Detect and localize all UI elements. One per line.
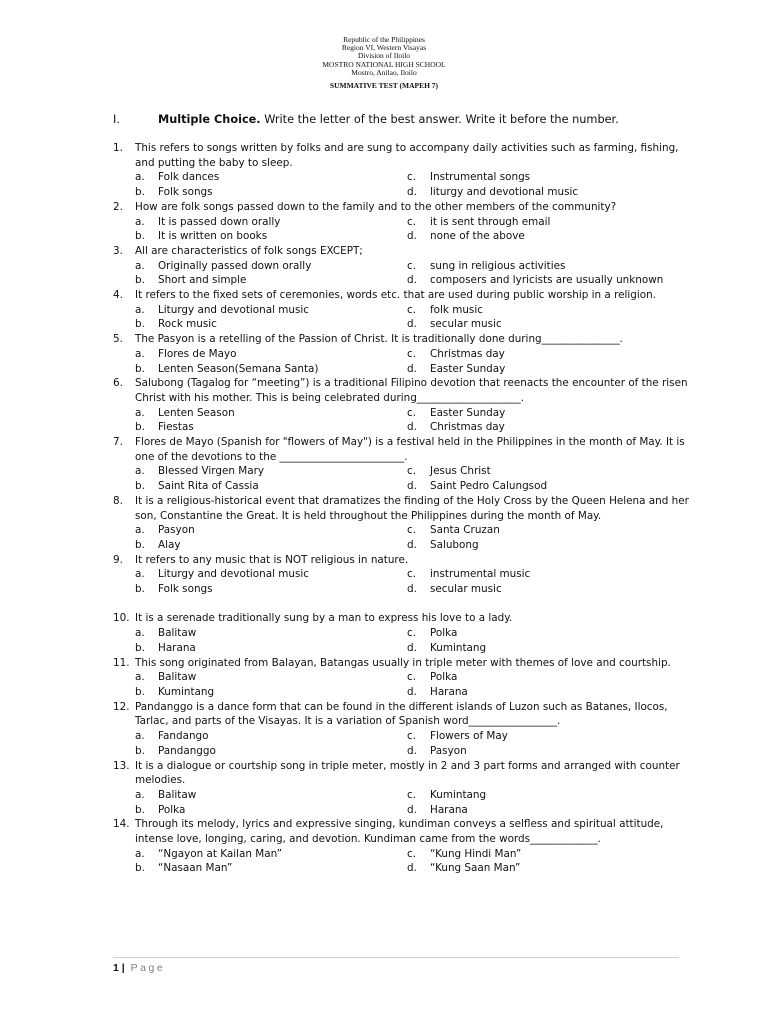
option-text: Easter Sunday [430, 406, 506, 419]
answer-option [407, 215, 693, 230]
option-letter: a. [135, 465, 145, 478]
option-letter: b. [135, 862, 145, 875]
option-text: Instrumental songs [430, 171, 531, 184]
option-letter: c. [407, 524, 417, 537]
option-text: “Kung Saan Man” [430, 862, 521, 875]
option-text: Pandanggo [158, 744, 216, 757]
question-item [113, 332, 693, 376]
option-letter: b. [135, 641, 145, 654]
answer-option [407, 523, 693, 538]
option-letter: b. [135, 744, 145, 757]
option-letter: b. [135, 686, 145, 698]
section-title: Multiple Choice. [158, 113, 261, 126]
question-item [113, 817, 693, 876]
option-letter: b. [135, 274, 145, 287]
footer-separator: | [121, 962, 125, 974]
question-text: Salubong (Tagalog for “meeting”) is a traditional Filipino devotion that reenacts the encounter of the risen Christ with his mother. This is being celebrated during____________________. [135, 377, 688, 404]
answer-option [407, 479, 693, 494]
answer-option [407, 406, 693, 421]
answer-option [407, 362, 693, 377]
option-letter: b. [135, 480, 145, 493]
option-text: secular music [430, 318, 502, 331]
option-text: Balitaw [158, 671, 197, 684]
answer-option [135, 744, 407, 759]
header-line: Republic of the Philippines [343, 35, 425, 44]
option-text: It is passed down orally [158, 215, 281, 228]
option-text: Harana [430, 803, 468, 816]
question-item [113, 611, 693, 655]
option-text: “Nasaan Man” [158, 862, 233, 875]
question-number: 6. [113, 377, 123, 390]
option-text: Folk songs [158, 583, 213, 596]
question-number: 4. [113, 289, 123, 302]
answer-option [407, 420, 693, 435]
answer-option [407, 685, 693, 700]
option-text: sung in religious activities [430, 259, 566, 272]
question-text: It refers to the fixed sets of ceremonies, words etc. that are used during public worship in a religion. [135, 289, 657, 302]
option-text: Flores de Mayo [158, 347, 237, 360]
question-number: 5. [113, 333, 123, 346]
header-line: Mostro, Anilao, Iloilo [351, 67, 417, 77]
question-text: This song originated from Balayan, Batangas usually in triple meter with themes of love and courtship. [135, 656, 671, 669]
option-text: Kumintang [158, 686, 215, 698]
question-item [113, 700, 693, 759]
option-letter: c. [407, 406, 417, 419]
option-text: Kumintang [430, 641, 487, 654]
answer-option [407, 259, 693, 274]
question-item [113, 553, 693, 597]
option-text: “Ngayon at Kailan Man” [158, 847, 283, 860]
section-heading [113, 112, 619, 127]
option-text: Blessed Virgen Mary [158, 465, 265, 478]
question-number: 10. [113, 612, 130, 625]
option-letter: a. [135, 347, 145, 360]
answer-option [135, 170, 407, 185]
answer-option [407, 582, 693, 597]
option-letter: c. [407, 215, 417, 228]
question-number: 14. [113, 818, 130, 831]
answer-option [407, 185, 693, 200]
option-text: Lenten Season [158, 406, 235, 419]
option-letter: b. [135, 583, 145, 596]
question-text: This refers to songs written by folks and are sung to accompany daily activities such as farming, fishing, and putting the baby to sleep. [135, 142, 679, 169]
option-letter: a. [135, 627, 145, 640]
option-letter: d. [407, 480, 417, 493]
question-number: 2. [113, 200, 123, 213]
option-text: Pasyon [158, 524, 195, 537]
answer-option [135, 479, 407, 494]
answer-option [135, 303, 407, 318]
question-item [113, 376, 693, 435]
question-text: Through its melody, lyrics and expressive singing, kundiman conveys a selfless and spiritual attitude, intense love, longing, caring, and devotion. Kundiman came from the words_____________. [135, 818, 664, 846]
header-line: Division of Iloilo [357, 51, 411, 61]
option-letter: d. [407, 186, 417, 199]
question-item [113, 435, 693, 494]
question-text: It is a serenade traditionally sung by a man to express his love to a lady. [135, 612, 513, 625]
question-text: It is a dialogue or courtship song in triple meter, mostly in 2 and 3 part forms and arranged with counter melodies. [135, 759, 680, 787]
option-letter: b. [135, 421, 145, 434]
answer-option [407, 170, 693, 185]
answer-option [135, 582, 407, 597]
option-letter: a. [135, 406, 145, 419]
header-line: Region VI, Western Visayas [341, 43, 427, 53]
option-text: Flowers of May [430, 730, 508, 743]
question-text: How are folk songs passed down to the family and to the other members of the community? [135, 200, 617, 213]
answer-option [135, 788, 407, 803]
option-text: Polka [430, 671, 458, 684]
question-item [113, 288, 693, 332]
answer-option [135, 464, 407, 479]
answer-option [135, 847, 407, 862]
option-letter: a. [135, 524, 145, 537]
option-text: Balitaw [158, 788, 197, 801]
option-letter: a. [135, 568, 145, 581]
option-text: It is written on books [158, 230, 268, 243]
answer-option [135, 626, 407, 641]
question-item [113, 494, 693, 553]
option-text: Originally passed down orally [158, 259, 312, 272]
option-letter: b. [135, 318, 145, 331]
option-text: Rock music [158, 318, 217, 331]
option-text: Balitaw [158, 627, 197, 640]
answer-option [407, 803, 693, 818]
option-letter: a. [135, 259, 145, 272]
option-letter: c. [407, 788, 417, 801]
option-letter: c. [407, 347, 417, 360]
answer-option [407, 729, 693, 744]
option-letter: d. [407, 421, 417, 434]
question-number: 13. [113, 759, 130, 772]
option-letter: d. [407, 362, 417, 375]
answer-option [135, 185, 407, 200]
section-number: I. [113, 113, 120, 126]
question-number: 11. [113, 656, 130, 669]
answer-option [135, 538, 407, 553]
answer-option [135, 420, 407, 435]
answer-option [407, 788, 693, 803]
answer-option [407, 641, 693, 656]
answer-option [407, 229, 693, 244]
option-letter: a. [135, 730, 145, 743]
question-number: 9. [113, 553, 123, 566]
page-label: Page [130, 962, 166, 974]
question-item [113, 656, 693, 700]
option-text: composers and lyricists are usually unknown [430, 274, 664, 287]
option-text: Christmas day [430, 347, 505, 360]
option-text: Liturgy and devotional music [158, 303, 309, 316]
option-text: liturgy and devotional music [430, 186, 579, 199]
option-letter: a. [135, 788, 145, 801]
option-letter: d. [407, 583, 417, 596]
option-letter: b. [135, 538, 145, 551]
option-text: Salubong [430, 538, 479, 551]
option-letter: c. [407, 171, 417, 184]
answer-option [135, 362, 407, 377]
answer-option [135, 215, 407, 230]
option-text: Santa Cruzan [430, 524, 500, 537]
answer-option [407, 670, 693, 685]
answer-option [135, 729, 407, 744]
option-letter: a. [135, 171, 145, 184]
answer-option [407, 464, 693, 479]
option-text: Short and simple [158, 274, 247, 287]
option-text: Jesus Christ [430, 465, 491, 478]
option-letter: d. [407, 274, 417, 287]
answer-option [407, 567, 693, 582]
answer-option [407, 744, 693, 759]
question-text: It is a religious-historical event that dramatizes the finding of the Holy Cross by the Queen Helena and her son, Constantine the Great. It is held throughout the Philippines during the month of May. [135, 494, 689, 522]
answer-option [135, 273, 407, 288]
answer-option [407, 861, 693, 876]
answer-option [407, 626, 693, 641]
answer-option [135, 317, 407, 332]
page-number: 1 [113, 962, 119, 974]
option-letter: d. [407, 538, 417, 551]
question-item [113, 141, 693, 200]
option-letter: c. [407, 671, 417, 684]
option-text: none of the above [430, 230, 525, 243]
question-item [113, 200, 693, 244]
document-header [0, 36, 768, 90]
answer-option [135, 259, 407, 274]
option-letter: a. [135, 671, 145, 684]
option-text: Kumintang [430, 788, 487, 801]
option-letter: c. [407, 259, 417, 272]
option-text: Fiestas [158, 421, 194, 434]
test-title: SUMMATIVE TEST (MAPEH 7) [329, 81, 439, 91]
option-text: Harana [158, 641, 196, 654]
option-text: Folk dances [158, 171, 220, 184]
answer-option [407, 303, 693, 318]
question-text: All are characteristics of folk songs EXCEPT; [135, 244, 363, 257]
header-line: MOSTRO NATIONAL HIGH SCHOOL [322, 59, 446, 69]
option-letter: c. [407, 465, 417, 478]
section-instruction: Write the letter of the best answer. Write it before the number. [260, 113, 619, 126]
option-letter: c. [407, 303, 417, 316]
option-letter: b. [135, 803, 145, 816]
option-letter: c. [407, 627, 417, 640]
option-text: Saint Pedro Calungsod [430, 480, 548, 493]
option-text: it is sent through email [430, 215, 551, 228]
option-text: Liturgy and devotional music [158, 568, 309, 581]
answer-option [135, 229, 407, 244]
option-text: Harana [430, 686, 468, 698]
question-text: The Pasyon is a retelling of the Passion of Christ. It is traditionally done during_______________. [135, 333, 623, 346]
answer-option [135, 567, 407, 582]
answer-option [407, 847, 693, 862]
option-letter: d. [407, 744, 417, 757]
answer-option [135, 685, 407, 700]
question-item [113, 244, 693, 288]
option-letter: a. [135, 847, 145, 860]
question-number: 7. [113, 436, 123, 449]
option-letter: b. [135, 230, 145, 243]
option-text: instrumental music [430, 568, 531, 581]
option-text: Easter Sunday [430, 362, 506, 375]
option-letter: d. [407, 641, 417, 654]
answer-option [407, 347, 693, 362]
option-letter: c. [407, 730, 417, 743]
question-number: 8. [113, 494, 123, 507]
answer-option [135, 861, 407, 876]
question-text: Flores de Mayo (Spanish for "flowers of May") is a festival held in the Philippines in the month of May. It is one of the devotions to the ________________________. [135, 436, 685, 463]
option-letter: b. [135, 362, 145, 375]
option-letter: c. [407, 847, 417, 860]
option-letter: b. [135, 186, 145, 199]
question-item [113, 759, 693, 818]
page-footer [113, 962, 165, 974]
option-text: Polka [430, 627, 458, 640]
option-letter: d. [407, 803, 417, 816]
question-list [113, 141, 693, 876]
question-number: 1. [113, 142, 123, 154]
option-text: Alay [158, 538, 181, 551]
option-text: Lenten Season(Semana Santa) [158, 362, 319, 375]
option-letter: d. [407, 230, 417, 243]
footer-divider [113, 957, 679, 958]
answer-option [135, 347, 407, 362]
answer-option [135, 406, 407, 421]
option-text: Polka [158, 803, 186, 816]
option-letter: a. [135, 215, 145, 228]
answer-option [135, 523, 407, 538]
option-text: Pasyon [430, 744, 467, 757]
answer-option [407, 317, 693, 332]
option-text: folk music [430, 303, 483, 316]
option-text: Folk songs [158, 186, 213, 199]
option-letter: d. [407, 862, 417, 875]
option-letter: d. [407, 318, 417, 331]
option-text: Christmas day [430, 421, 505, 434]
question-number: 12. [113, 700, 130, 713]
question-text: Pandanggo is a dance form that can be found in the different islands of Luzon such as Batanes, Ilocos, Tarlac, and parts of the Visayas. It is a variation of Spanish word_________________. [135, 700, 668, 728]
question-number: 3. [113, 244, 123, 257]
option-text: secular music [430, 583, 502, 596]
answer-option [407, 273, 693, 288]
question-text: It refers to any music that is NOT religious in nature. [135, 553, 409, 566]
option-text: Saint Rita of Cassia [158, 480, 259, 493]
option-text: Fandango [158, 730, 209, 743]
option-letter: a. [135, 303, 145, 316]
answer-option [407, 538, 693, 553]
option-letter: c. [407, 568, 417, 581]
option-letter: d. [407, 686, 417, 698]
answer-option [135, 641, 407, 656]
answer-option [135, 670, 407, 685]
option-text: “Kung Hindi Man” [430, 847, 522, 860]
answer-option [135, 803, 407, 818]
